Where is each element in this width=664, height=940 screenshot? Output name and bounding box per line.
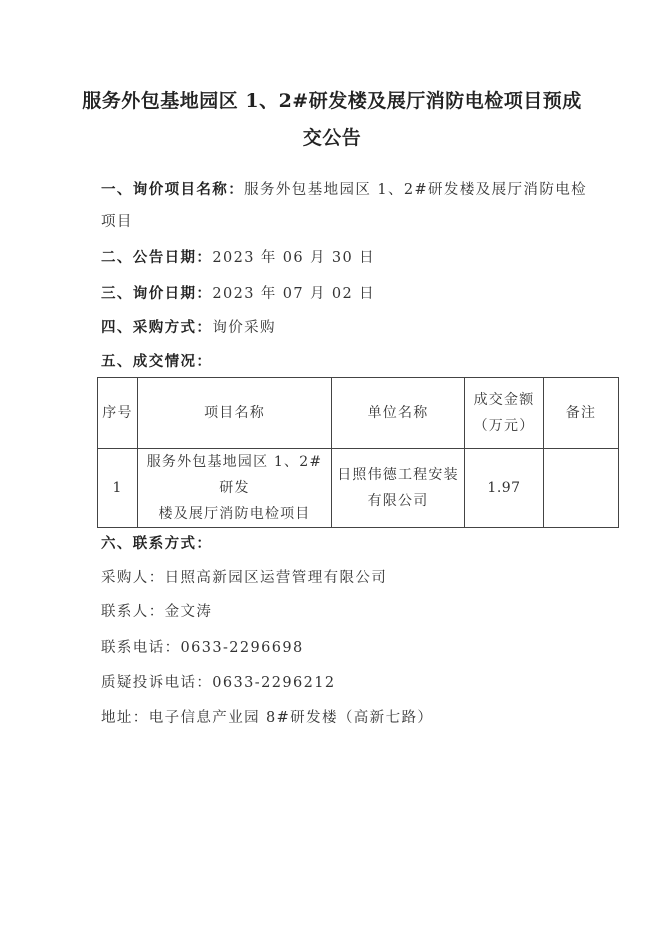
project-name-label: 一、询价项目名称：	[101, 181, 245, 198]
procurement-method-value: 询价采购	[212, 320, 276, 336]
complaint-phone-line: 质疑投诉电话：0633-2296212	[101, 675, 336, 691]
header-remark: 备注	[544, 378, 619, 449]
procurement-method-line	[101, 316, 276, 337]
header-amount	[465, 378, 544, 449]
cell-project-line1: 服务外包基地园区 1、2#研发	[146, 454, 323, 496]
contact-heading	[101, 532, 212, 553]
header-project-name: 项目名称	[138, 378, 332, 449]
address-line: 地址：电子信息产业园 8#研发楼（高新七路）	[101, 710, 434, 726]
inquiry-date-label: 三、询价日期：	[101, 285, 213, 302]
cell-seq: 1	[98, 449, 138, 528]
cell-remark	[544, 449, 619, 528]
inquiry-date-value: 2023 年 07 月 02 日	[212, 286, 376, 302]
result-heading	[101, 350, 212, 371]
buyer-line: 采购人：日照高新园区运营管理有限公司	[101, 570, 388, 586]
header-seq: 序号	[98, 378, 138, 449]
cell-company-line1: 日照伟德工程安装	[337, 467, 459, 483]
announce-date-line	[101, 246, 375, 267]
result-table-header-row	[98, 378, 619, 449]
inquiry-date-line	[101, 282, 375, 303]
header-company-name: 单位名称	[332, 378, 465, 449]
header-amount-line1: 成交金额	[473, 392, 535, 408]
procurement-method-label: 四、采购方式：	[101, 319, 213, 336]
document-title-line1: 服务外包基地园区 1、2#研发楼及展厅消防电检项目预成	[82, 90, 582, 112]
contact-person-line: 联系人：金文涛	[101, 604, 213, 620]
announce-date-value: 2023 年 06 月 30 日	[212, 250, 376, 266]
project-name-value: 服务外包基地园区 1、2#研发楼及展厅消防电检	[244, 182, 588, 198]
header-amount-line2: （万元）	[473, 418, 535, 434]
project-name-line	[101, 178, 587, 199]
contact-phone-line: 联系电话：0633-2296698	[101, 640, 304, 656]
table-row	[98, 449, 619, 528]
announce-date-label: 二、公告日期：	[101, 249, 213, 266]
cell-company-name	[332, 449, 465, 528]
contact-label: 六、联系方式：	[101, 535, 213, 552]
project-name-continuation: 项目	[101, 214, 133, 230]
cell-project-line2: 楼及展厅消防电检项目	[158, 506, 311, 522]
cell-amount: 1.97	[465, 449, 544, 528]
cell-company-line2: 有限公司	[367, 493, 429, 509]
result-label: 五、成交情况：	[101, 353, 213, 370]
cell-project-name	[138, 449, 332, 528]
document-title-line2: 交公告	[302, 127, 362, 149]
result-table	[97, 377, 619, 528]
